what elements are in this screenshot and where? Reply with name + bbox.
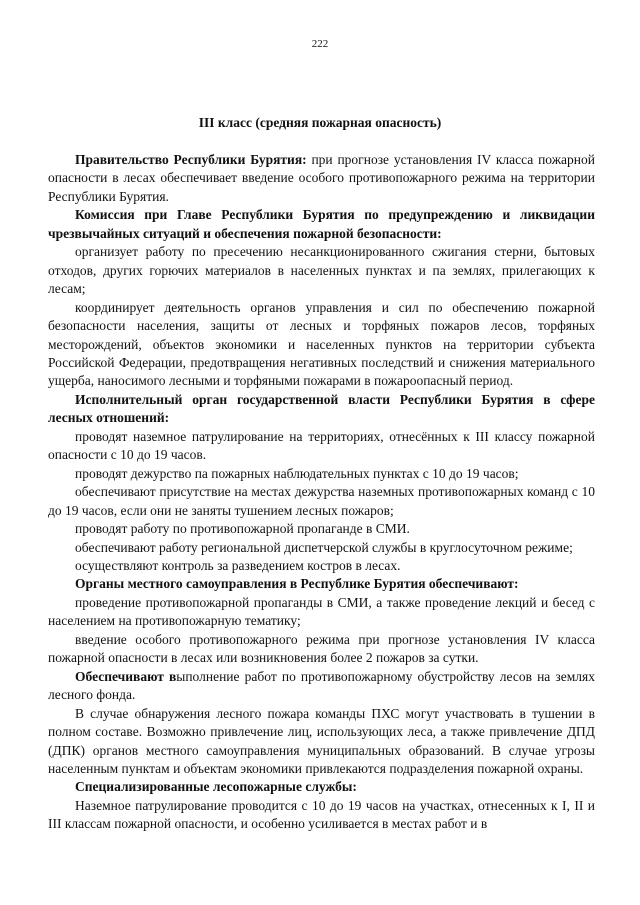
paragraph	[48, 520, 595, 538]
paragraph	[48, 705, 595, 779]
paragraph	[48, 299, 595, 391]
paragraph	[48, 243, 595, 298]
paragraph	[48, 539, 595, 557]
paragraph	[48, 575, 595, 593]
paragraph-heading: Органы местного самоуправления в Республике Бурятия обеспечивают:	[75, 576, 519, 592]
paragraph	[48, 557, 595, 575]
paragraph	[48, 206, 595, 243]
paragraph-heading: Комиссия при Главе Республики Бурятия по предупреждению и ликвидации чрезвычайных ситуаций и обеспечения пожарной безопасности:	[48, 207, 595, 241]
paragraph	[48, 483, 595, 520]
paragraph-text: координирует деятельность органов управления и сил по обеспечению пожарной безопасности населения, защиты от лесных и торфяных пожаров лесов, торфяных месторождений, объектов экономики и населенных пунктов на территории субъекта Российской Федерации, предотвращения негативных последствий и снижения материального ущерба, наносимого лесными и торфяными пожарами в пожароопасный период.	[48, 299, 595, 389]
paragraph	[48, 778, 595, 796]
paragraph-text: проводят работу по противопожарной пропаганде в СМИ.	[75, 521, 410, 537]
paragraph	[48, 391, 595, 428]
paragraph-text: проводят наземное патрулирование на территориях, отнесённых к III классу пожарной опасности с 10 до 19 часов.	[48, 428, 595, 463]
paragraph-text: ыполнение работ по противопожарному обустройству лесов на землях лесного фонда.	[48, 668, 595, 703]
document-body	[48, 151, 595, 834]
paragraph-heading: Обеспечивают в	[75, 668, 177, 684]
paragraph	[48, 428, 595, 465]
paragraph-text: Наземное патрулирование проводится с 10 до 19 часов на участках, отнесенных к I, II и III классам пожарной опасности, и особенно усиливается в местах работ и в	[48, 797, 595, 832]
paragraph-text: организует работу по пресечению несанкционированного сжигания стерни, бытовых отходов, других горючих материалов в населенных пунктах и па землях, прилегающих к лесам;	[48, 244, 595, 297]
paragraph	[48, 594, 595, 631]
page-number: 222	[311, 38, 329, 50]
paragraph-heading: Исполнительный орган государственной власти Республики Бурятия в сфере лесных отношений:	[48, 391, 595, 426]
paragraph-heading: Правительство Республики Бурятия:	[75, 152, 307, 167]
paragraph-text: обеспечивают работу региональной диспетчерской службы в круглосуточном режиме;	[75, 539, 573, 555]
paragraph-text: введение особого противопожарного режима при прогнозе установления IV класса пожарной опасности в лесах или возникновения более 2 пожаров за сутки.	[48, 631, 595, 666]
paragraph-text: В случае обнаружения лесного пожара команды ПХС могут участвовать в тушении в полном составе. Возможно привлечение лиц, использующих леса, а также привлечение ДПД (ДПК) органов местного самоуправления муниципальных образований. В случае угрозы населенным пунктам и объектам экономики привлекаются подразделения пожарной охраны.	[48, 705, 595, 776]
paragraph	[48, 668, 595, 705]
paragraph	[48, 151, 595, 206]
paragraph-heading: Специализированные лесопожарные службы:	[75, 779, 357, 795]
paragraph-text: проведение противопожарной пропаганды в СМИ, а также проведение лекций и бесед с населением на противопожарную тематику;	[48, 594, 595, 629]
paragraph	[48, 465, 595, 483]
paragraph	[48, 797, 595, 834]
paragraph-text: проводят дежурство па пожарных наблюдательных пунктах с 10 до 19 часов;	[75, 465, 519, 481]
paragraph	[48, 631, 595, 668]
paragraph-text: обеспечивают присутствие на местах дежурства наземных противопожарных команд с 10 до 19 часов, если они не заняты тушением лесных пожаров;	[48, 484, 595, 518]
section-title: III класс (средняя пожарная опасность)	[198, 115, 442, 130]
paragraph-text: при прогнозе установления IV класса пожарной опасности в лесах обеспечивает введение особого противопожарного режима на территории Республики Бурятия.	[48, 152, 595, 204]
paragraph-text: осуществляют контроль за разведением костров в лесах.	[75, 557, 401, 573]
